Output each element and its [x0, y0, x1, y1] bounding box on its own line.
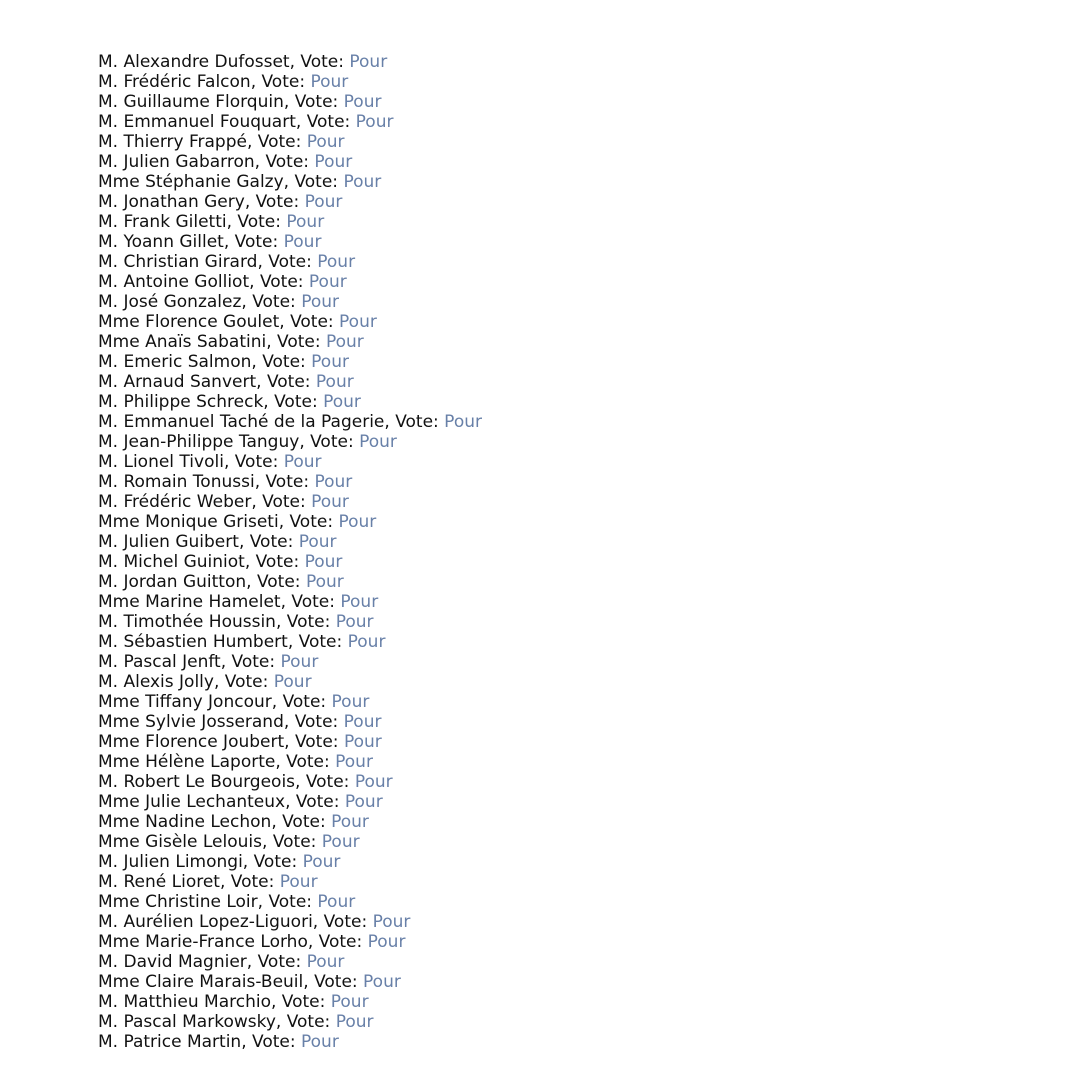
vote-value: Pour	[331, 692, 370, 712]
separator: ,	[241, 1032, 253, 1052]
vote-label: Vote:	[234, 452, 284, 472]
list-item	[98, 972, 482, 992]
deputy-name: M. Frédéric Falcon	[98, 72, 251, 92]
list-item	[98, 52, 482, 72]
deputy-name: M. Philippe Schreck	[98, 392, 264, 412]
vote-label: Vote:	[257, 952, 307, 972]
deputy-name: M. Thierry Frappé	[98, 132, 247, 152]
separator: ,	[262, 832, 273, 852]
vote-value: Pour	[311, 492, 349, 512]
list-item	[98, 392, 482, 412]
deputy-name: M. Jordan Guitton	[98, 572, 247, 592]
vote-label: Vote:	[298, 632, 348, 652]
separator: ,	[270, 992, 282, 1012]
vote-label: Vote:	[268, 892, 318, 912]
deputy-name: M. Yoann Gillet	[98, 232, 224, 252]
deputy-name: M. Arnaud Sanvert	[98, 372, 257, 392]
vote-label: Vote:	[255, 192, 305, 212]
separator: ,	[275, 1012, 287, 1032]
deputy-name: M. Matthieu Marchio	[98, 992, 271, 1012]
vote-label: Vote:	[282, 812, 332, 832]
deputy-name: M. Frédéric Weber	[98, 492, 252, 512]
list-item	[98, 152, 482, 172]
vote-value: Pour	[335, 1012, 374, 1032]
vote-label: Vote:	[224, 672, 274, 692]
separator: ,	[289, 52, 301, 72]
separator: ,	[295, 112, 307, 132]
vote-value: Pour	[311, 352, 349, 372]
vote-value: Pour	[340, 592, 379, 612]
separator: ,	[295, 772, 306, 792]
list-item	[98, 752, 482, 772]
vote-label: Vote:	[294, 172, 344, 192]
separator: ,	[250, 72, 262, 92]
vote-value: Pour	[317, 892, 356, 912]
vote-value: Pour	[343, 92, 382, 112]
separator: ,	[278, 512, 290, 532]
list-item	[98, 472, 482, 492]
list-item	[98, 892, 482, 912]
list-item	[98, 512, 482, 532]
vote-value: Pour	[315, 372, 354, 392]
deputy-name: M. David Magnier	[98, 952, 247, 972]
vote-value: Pour	[359, 432, 397, 452]
list-item	[98, 572, 482, 592]
vote-value: Pour	[347, 632, 386, 652]
vote-label: Vote:	[265, 472, 315, 492]
separator: ,	[280, 592, 292, 612]
list-item	[98, 592, 482, 612]
separator: ,	[303, 972, 315, 992]
vote-value: Pour	[335, 752, 373, 772]
vote-value: Pour	[372, 912, 411, 932]
vote-label: Vote:	[268, 252, 318, 272]
list-item	[98, 92, 482, 112]
deputy-name: M. Pascal Markowsky	[98, 1012, 276, 1032]
vote-label: Vote:	[231, 652, 281, 672]
vote-label: Vote:	[252, 1032, 301, 1052]
vote-value: Pour	[323, 392, 361, 412]
separator: ,	[271, 812, 283, 832]
vote-value: Pour	[444, 412, 482, 432]
vote-value: Pour	[286, 212, 325, 232]
vote-value: Pour	[304, 192, 343, 212]
vote-value: Pour	[349, 52, 388, 72]
list-item	[98, 252, 482, 272]
deputy-name: Mme Florence Joubert	[98, 732, 285, 752]
list-item	[98, 992, 482, 1012]
vote-value: Pour	[301, 1032, 339, 1052]
deputy-name: M. Jonathan Gery	[98, 192, 245, 212]
deputy-name: Mme Nadine Lechon	[98, 812, 272, 832]
vote-value: Pour	[279, 872, 318, 892]
list-item	[98, 932, 482, 952]
deputy-name: Mme Sylvie Josserand	[98, 712, 284, 732]
deputy-name: Mme Tiffany Joncour	[98, 692, 272, 712]
vote-label: Vote:	[259, 272, 309, 292]
list-item	[98, 652, 482, 672]
vote-value: Pour	[363, 972, 401, 992]
deputy-name: Mme Julie Lechanteux	[98, 792, 286, 812]
list-item	[98, 672, 482, 692]
separator: ,	[287, 632, 299, 652]
vote-label: Vote:	[300, 52, 350, 72]
list-item	[98, 1032, 482, 1052]
vote-label: Vote:	[306, 112, 356, 132]
list-item	[98, 492, 482, 512]
list-item	[98, 72, 482, 92]
separator: ,	[251, 492, 263, 512]
list-item	[98, 372, 482, 392]
deputy-name: M. José Gonzalez	[98, 292, 242, 312]
vote-label: Vote:	[257, 132, 307, 152]
separator: ,	[271, 692, 283, 712]
deputy-name: M. Christian Girard	[98, 252, 258, 272]
separator: ,	[223, 232, 235, 252]
deputy-name: M. Emmanuel Taché de la Pagerie	[98, 412, 385, 432]
separator: ,	[238, 532, 250, 552]
deputy-name: M. Emmanuel Fouquart	[98, 112, 296, 132]
separator: ,	[254, 472, 266, 492]
deputy-name: M. Guillaume Florquin	[98, 92, 284, 112]
deputy-name: M. Patrice Martin	[98, 1032, 242, 1052]
vote-value: Pour	[283, 232, 322, 252]
vote-value: Pour	[354, 772, 393, 792]
separator: ,	[246, 952, 258, 972]
list-item	[98, 852, 482, 872]
deputy-name: Mme Marie-France Lorho	[98, 932, 308, 952]
separator: ,	[257, 892, 269, 912]
vote-label: Vote:	[323, 912, 373, 932]
deputy-name: M. Julien Gabarron	[98, 152, 255, 172]
list-item	[98, 172, 482, 192]
deputy-name: M. Robert Le Bourgeois	[98, 772, 296, 792]
separator: ,	[249, 272, 260, 292]
separator: ,	[219, 872, 231, 892]
vote-label: Vote:	[261, 72, 311, 92]
list-item	[98, 132, 482, 152]
separator: ,	[266, 332, 278, 352]
vote-label: Vote:	[262, 352, 312, 372]
vote-value: Pour	[367, 932, 406, 952]
list-item	[98, 952, 482, 972]
vote-value: Pour	[321, 832, 360, 852]
vote-value: Pour	[273, 672, 312, 692]
list-item	[98, 632, 482, 652]
deputy-name: M. Julien Guibert	[98, 532, 239, 552]
separator: ,	[246, 132, 258, 152]
list-item	[98, 912, 482, 932]
separator: ,	[220, 652, 232, 672]
list-item	[98, 612, 482, 632]
list-item	[98, 452, 482, 472]
vote-label: Vote:	[265, 152, 315, 172]
vote-value: Pour	[304, 552, 343, 572]
separator: ,	[213, 672, 225, 692]
deputy-name: M. Jean-Philippe Tanguy	[98, 432, 300, 452]
vote-label: Vote:	[395, 412, 445, 432]
vote-label: Vote:	[249, 532, 299, 552]
list-item	[98, 712, 482, 732]
vote-value: Pour	[343, 712, 382, 732]
separator: ,	[244, 552, 256, 572]
vote-label: Vote:	[266, 372, 316, 392]
deputy-name: M. Sébastien Humbert	[98, 632, 288, 652]
vote-label: Vote:	[310, 432, 360, 452]
separator: ,	[254, 152, 266, 172]
separator: ,	[275, 752, 287, 772]
separator: ,	[307, 932, 319, 952]
separator: ,	[244, 192, 256, 212]
deputy-name: Mme Christine Loir	[98, 892, 258, 912]
deputy-name: M. Lionel Tivoli	[98, 452, 224, 472]
separator: ,	[263, 392, 275, 412]
separator: ,	[256, 372, 267, 392]
separator: ,	[223, 452, 235, 472]
list-item	[98, 832, 482, 852]
list-item	[98, 292, 482, 312]
separator: ,	[226, 212, 238, 232]
deputy-name: Mme Monique Griseti	[98, 512, 279, 532]
deputy-name: Mme Anaïs Sabatini	[98, 332, 267, 352]
vote-value: Pour	[335, 612, 374, 632]
vote-value: Pour	[339, 312, 377, 332]
deputy-name: M. Timothée Houssin	[98, 612, 276, 632]
vote-value: Pour	[338, 512, 377, 532]
vote-label: Vote:	[314, 972, 364, 992]
vote-value: Pour	[280, 652, 319, 672]
list-item	[98, 1012, 482, 1032]
list-item	[98, 332, 482, 352]
list-item	[98, 532, 482, 552]
vote-label: Vote:	[294, 732, 344, 752]
list-item	[98, 432, 482, 452]
vote-label: Vote:	[274, 392, 324, 412]
list-item	[98, 552, 482, 572]
deputy-name: M. Romain Tonussi	[98, 472, 255, 492]
vote-label: Vote:	[290, 312, 340, 332]
list-item	[98, 232, 482, 252]
separator: ,	[283, 92, 295, 112]
separator: ,	[312, 912, 324, 932]
deputy-name: M. Pascal Jenft	[98, 652, 221, 672]
list-item	[98, 312, 482, 332]
list-item	[98, 212, 482, 232]
vote-value: Pour	[344, 792, 383, 812]
vote-value: Pour	[306, 952, 345, 972]
vote-value: Pour	[317, 252, 356, 272]
list-item	[98, 352, 482, 372]
list-item	[98, 872, 482, 892]
list-item	[98, 732, 482, 752]
deputy-name: Mme Florence Goulet	[98, 312, 280, 332]
vote-label: Vote:	[262, 492, 312, 512]
list-item	[98, 792, 482, 812]
vote-value: Pour	[343, 732, 382, 752]
separator: ,	[251, 352, 263, 372]
vote-label: Vote:	[277, 332, 326, 352]
vote-label: Vote:	[286, 752, 336, 772]
separator: ,	[283, 172, 295, 192]
vote-label: Vote:	[282, 692, 332, 712]
vote-value: Pour	[314, 152, 353, 172]
vote-value: Pour	[302, 852, 341, 872]
vote-label: Vote:	[234, 232, 284, 252]
deputy-name: M. Frank Giletti	[98, 212, 227, 232]
vote-label: Vote:	[272, 832, 322, 852]
separator: ,	[257, 252, 269, 272]
list-item	[98, 272, 482, 292]
vote-label: Vote:	[286, 612, 336, 632]
vote-label: Vote:	[294, 712, 344, 732]
list-item	[98, 192, 482, 212]
vote-label: Vote:	[295, 792, 345, 812]
deputy-name: M. Alexis Jolly	[98, 672, 214, 692]
vote-label: Vote:	[281, 992, 331, 1012]
separator: ,	[283, 712, 295, 732]
separator: ,	[284, 732, 295, 752]
deputy-name: M. Julien Limongi	[98, 852, 243, 872]
separator: ,	[285, 792, 296, 812]
separator: ,	[279, 312, 291, 332]
separator: ,	[246, 572, 257, 592]
vote-label: Vote:	[255, 552, 305, 572]
deputy-name: M. Michel Guiniot	[98, 552, 245, 572]
vote-list	[98, 52, 482, 1052]
list-item	[98, 112, 482, 132]
separator: ,	[241, 292, 253, 312]
deputy-name: Mme Claire Marais-Beuil	[98, 972, 304, 992]
vote-label: Vote:	[256, 572, 306, 592]
vote-value: Pour	[314, 472, 353, 492]
vote-value: Pour	[355, 112, 394, 132]
vote-value: Pour	[301, 292, 339, 312]
vote-label: Vote:	[237, 212, 287, 232]
list-item	[98, 772, 482, 792]
separator: ,	[384, 412, 396, 432]
vote-value: Pour	[330, 992, 369, 1012]
list-item	[98, 412, 482, 432]
separator: ,	[299, 432, 311, 452]
vote-label: Vote:	[252, 292, 302, 312]
deputy-name: Mme Gisèle Lelouis	[98, 832, 262, 852]
separator: ,	[242, 852, 254, 872]
vote-value: Pour	[305, 572, 344, 592]
vote-value: Pour	[283, 452, 322, 472]
vote-label: Vote:	[294, 92, 344, 112]
vote-value: Pour	[306, 132, 345, 152]
vote-value: Pour	[343, 172, 382, 192]
vote-value: Pour	[331, 812, 369, 832]
vote-value: Pour	[308, 272, 347, 292]
vote-label: Vote:	[305, 772, 355, 792]
vote-label: Vote:	[289, 512, 339, 532]
deputy-name: M. René Lioret	[98, 872, 220, 892]
vote-value: Pour	[298, 532, 337, 552]
vote-label: Vote:	[318, 932, 368, 952]
deputy-name: Mme Hélène Laporte	[98, 752, 276, 772]
list-item	[98, 812, 482, 832]
deputy-name: Mme Marine Hamelet	[98, 592, 281, 612]
separator: ,	[275, 612, 287, 632]
deputy-name: M. Alexandre Dufosset	[98, 52, 290, 72]
vote-label: Vote:	[291, 592, 341, 612]
deputy-name: M. Emeric Salmon	[98, 352, 252, 372]
list-item	[98, 692, 482, 712]
vote-label: Vote:	[230, 872, 280, 892]
vote-value: Pour	[325, 332, 364, 352]
vote-value: Pour	[310, 72, 349, 92]
deputy-name: M. Antoine Golliot	[98, 272, 250, 292]
deputy-name: Mme Stéphanie Galzy	[98, 172, 284, 192]
vote-label: Vote:	[286, 1012, 336, 1032]
vote-label: Vote:	[253, 852, 303, 872]
deputy-name: M. Aurélien Lopez-Liguori	[98, 912, 313, 932]
